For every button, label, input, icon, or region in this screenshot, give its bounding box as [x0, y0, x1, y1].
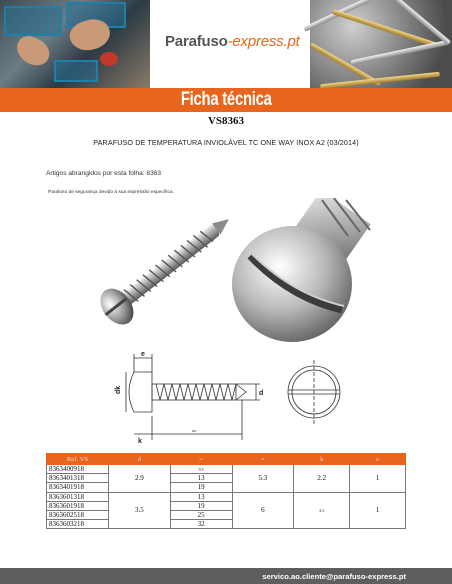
e-cell: 1 [350, 492, 406, 529]
screw-head-photo [230, 198, 380, 346]
customer-service-email[interactable]: servico.ao.cliente@parafuso-express.pt [262, 571, 406, 581]
header-d: d [108, 454, 170, 465]
header-banner [0, 0, 452, 88]
articles-line: Artigos abrangidos por esta folha: 8363 [46, 170, 162, 177]
label-dk: dk [115, 385, 122, 394]
table-row [47, 465, 406, 474]
d-cell: 2.9 [108, 465, 170, 493]
label-d: d [259, 390, 264, 397]
e-cell: 1 [350, 465, 406, 493]
length-cell: 9.5 [170, 465, 232, 474]
ref-cell: 8363601918 [47, 501, 109, 510]
k-cell: 2.5 [294, 492, 350, 529]
header-length: ou [170, 454, 232, 465]
brand-logo[interactable]: Parafuso-express.pt [165, 33, 300, 50]
header-e: e [350, 454, 406, 465]
header-ref: Ref. VS [47, 454, 109, 465]
dk-cell: 5.3 [232, 465, 294, 493]
title-bar [0, 88, 452, 112]
ref-cell: 8363601318 [47, 492, 109, 501]
length-cell: 19 [170, 501, 232, 510]
product-note: Parafuso de segurança devido à sua impressão específica. [48, 190, 174, 195]
label-k: k [138, 438, 142, 445]
dk-cell: 6 [232, 492, 294, 529]
length-cell: 32 [170, 520, 232, 529]
ref-cell: 8363602518 [47, 510, 109, 519]
d-cell: 3.5 [108, 492, 170, 529]
length-cell: 13 [170, 492, 232, 501]
technical-drawing [104, 350, 356, 446]
bolts-photo [310, 0, 452, 88]
footer-bar [0, 568, 452, 584]
screw-photo [80, 196, 250, 342]
k-cell: 2.2 [294, 465, 350, 493]
length-cell: 25 [170, 510, 232, 519]
header-dk: dk [232, 454, 294, 465]
label-length: ou [192, 428, 197, 433]
header-k: k [294, 454, 350, 465]
length-cell: 13 [170, 474, 232, 483]
product-reference: VS8363 [207, 115, 245, 127]
table-row [47, 492, 406, 501]
page-title: Ficha técnica [180, 89, 272, 110]
product-subtitle: PARAFUSO DE TEMPERATURA INVIOLÁVEL TC ONE WAY INOX A2 (03/2014) [93, 138, 359, 147]
table-header-row [47, 454, 406, 465]
workshop-photo [0, 0, 150, 88]
ref-cell: 8363401918 [47, 483, 109, 492]
ref-cell: 8363603218 [47, 520, 109, 529]
length-cell: 19 [170, 483, 232, 492]
ref-cell: 8363400918 [47, 465, 109, 474]
label-e: e [141, 351, 145, 358]
ref-cell: 8363401318 [47, 474, 109, 483]
spec-table [46, 453, 406, 529]
